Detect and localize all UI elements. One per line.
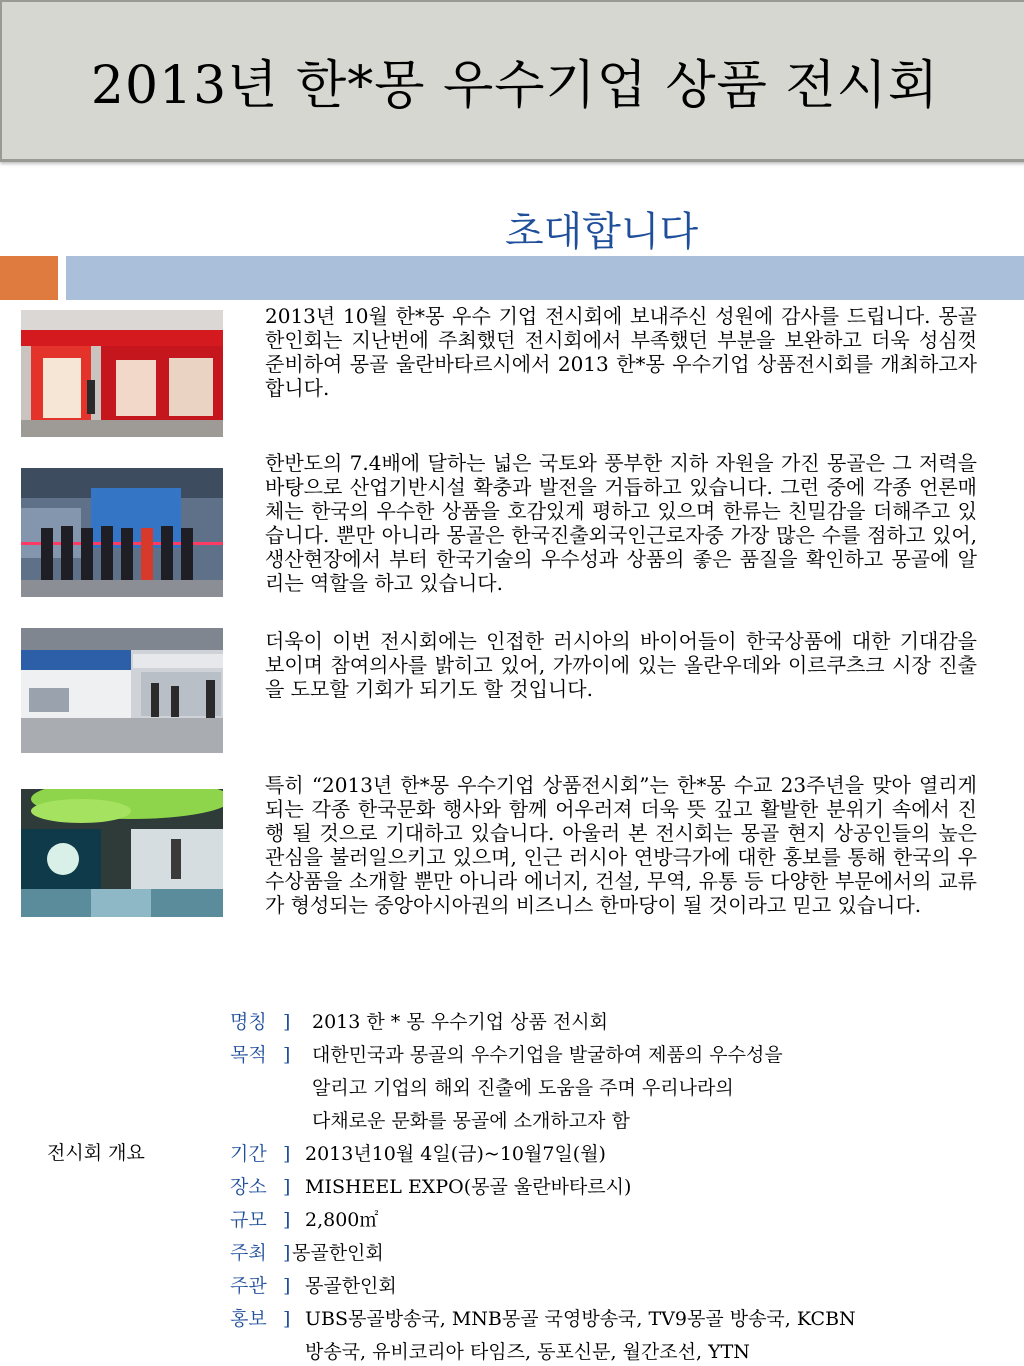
info-value: 2,800㎡: [305, 1209, 379, 1231]
info-value: 몽골한인회: [305, 1275, 397, 1297]
info-label: 기간: [230, 1143, 267, 1165]
title-banner: [0, 0, 1024, 162]
info-value: 2013년10월 4일(금)~10월7일(월): [305, 1143, 606, 1165]
overview-label: 전시회 개요: [47, 1142, 145, 1164]
info-label: 규모: [230, 1209, 267, 1231]
info-label: 명칭: [230, 1011, 267, 1033]
info-value: UBS몽골방송국, MNB몽골 국영방송국, TV9몽골 방송국, KCBN: [305, 1308, 856, 1330]
info-label: 홍보: [230, 1308, 267, 1330]
purpose-continued-line: 알리고 기업의 해외 진출에 도움을 주며 우리나라의: [312, 1077, 734, 1099]
info-separator: ]: [283, 1242, 291, 1264]
orange-accent-block: [0, 256, 58, 300]
exhibition-hall-photo: [21, 628, 223, 753]
info-value: MISHEEL EXPO(몽골 울란바타르시): [305, 1176, 632, 1198]
info-separator: ]: [283, 1011, 291, 1033]
info-separator: ]: [283, 1176, 291, 1198]
invitation-heading: 초대합니다: [505, 209, 699, 255]
blue-divider-bar: [66, 256, 1024, 300]
purpose-continued-line: 다채로운 문화를 몽골에 소개하고자 함: [312, 1110, 630, 1132]
info-separator: ]: [283, 1143, 291, 1165]
info-separator: ]: [283, 1209, 291, 1231]
ribbon-cutting-photo: [21, 468, 223, 597]
anniversary-paragraph: 특히 “2013년 한*몽 우수기업 상품전시회”는 한*몽 수교 23주년을 맞아 열리게 되는 각종 한국문화 행사와 함께 어우러져 더욱 뜻 깊고 활발한 분위기 속에서 진행 될 것으로 기대하고 있습니다. 아울러 본 전시회는 몽골 현지 상공인들의 높은 관심을 불러일으키고 있으며, 인근 러시아 연방극가에 대한 홍보를 통해 한국의 우수상품을 소개할 뿐만 아니라 에너지, 건설, 무역, 유통 등 다양한 부문에서의 교류가 형성되는 중앙아시아권의 비즈니스 한마당이 될 것이라고 믿고 있습니다.: [265, 773, 977, 917]
info-value: 대한민국과 몽골의 우수기업을 발굴하여 제품의 우수성을: [312, 1044, 783, 1066]
info-separator: ]: [283, 1044, 291, 1066]
exhibition-photo-booth: [21, 310, 223, 437]
info-separator: ]: [283, 1275, 291, 1297]
intro-paragraph: 2013년 10월 한*몽 우수 기업 전시회에 보내주신 성원에 감사를 드립니다. 몽골한인회는 지난번에 주최했던 전시회에서 부족했던 부분을 보완하고 더욱 성심껏 준비하여 몽골 울란바타르시에서 2013 한*몽 우수기업 상품전시회를 개최하고자 합니다.: [265, 304, 977, 400]
info-separator: ]: [283, 1308, 291, 1330]
info-value: 2013 한 * 몽 우수기업 상품 전시회: [312, 1011, 608, 1033]
mongolia-paragraph: 한반도의 7.4배에 달하는 넓은 국토와 풍부한 지하 자원을 가진 몽골은 그 저력을 바탕으로 산업기반시설 확충과 발전을 거듭하고 있습니다. 그런 중에 각종 언론매체는 한국의 우수한 상품을 호감있게 평하고 있으며 한류는 친밀감을 더해주고 있습니다. 뿐만 아니라 몽골은 한국진출외국인근로자중 가장 많은 수를 점하고 있어, 생산현장에서 부터 한국기술의 우수성과 상품의 좋은 품질을 확인하고 몽골에 알리는 역할을 하고 있습니다.: [265, 451, 977, 595]
info-label: 주최: [230, 1242, 267, 1264]
display-area-photo: [21, 789, 223, 917]
promotion-continued-line: 방송국, 유비코리아 타임즈, 동포신문, 월간조선, YTN: [305, 1341, 750, 1363]
info-value: 몽골한인회: [292, 1242, 384, 1264]
page-title: 2013년 한*몽 우수기업 상품 전시회: [90, 56, 940, 116]
info-label: 장소: [230, 1176, 267, 1198]
info-label: 목적: [230, 1044, 267, 1066]
russia-buyers-paragraph: 더욱이 이번 전시회에는 인접한 러시아의 바이어들이 한국상품에 대한 기대감을 보이며 참여의사를 밝히고 있어, 가까이에 있는 올란우데와 이르쿠츠크 시장 진출을 도모할 기회가 되기도 할 것입니다.: [265, 629, 977, 701]
info-label: 주관: [230, 1275, 267, 1297]
